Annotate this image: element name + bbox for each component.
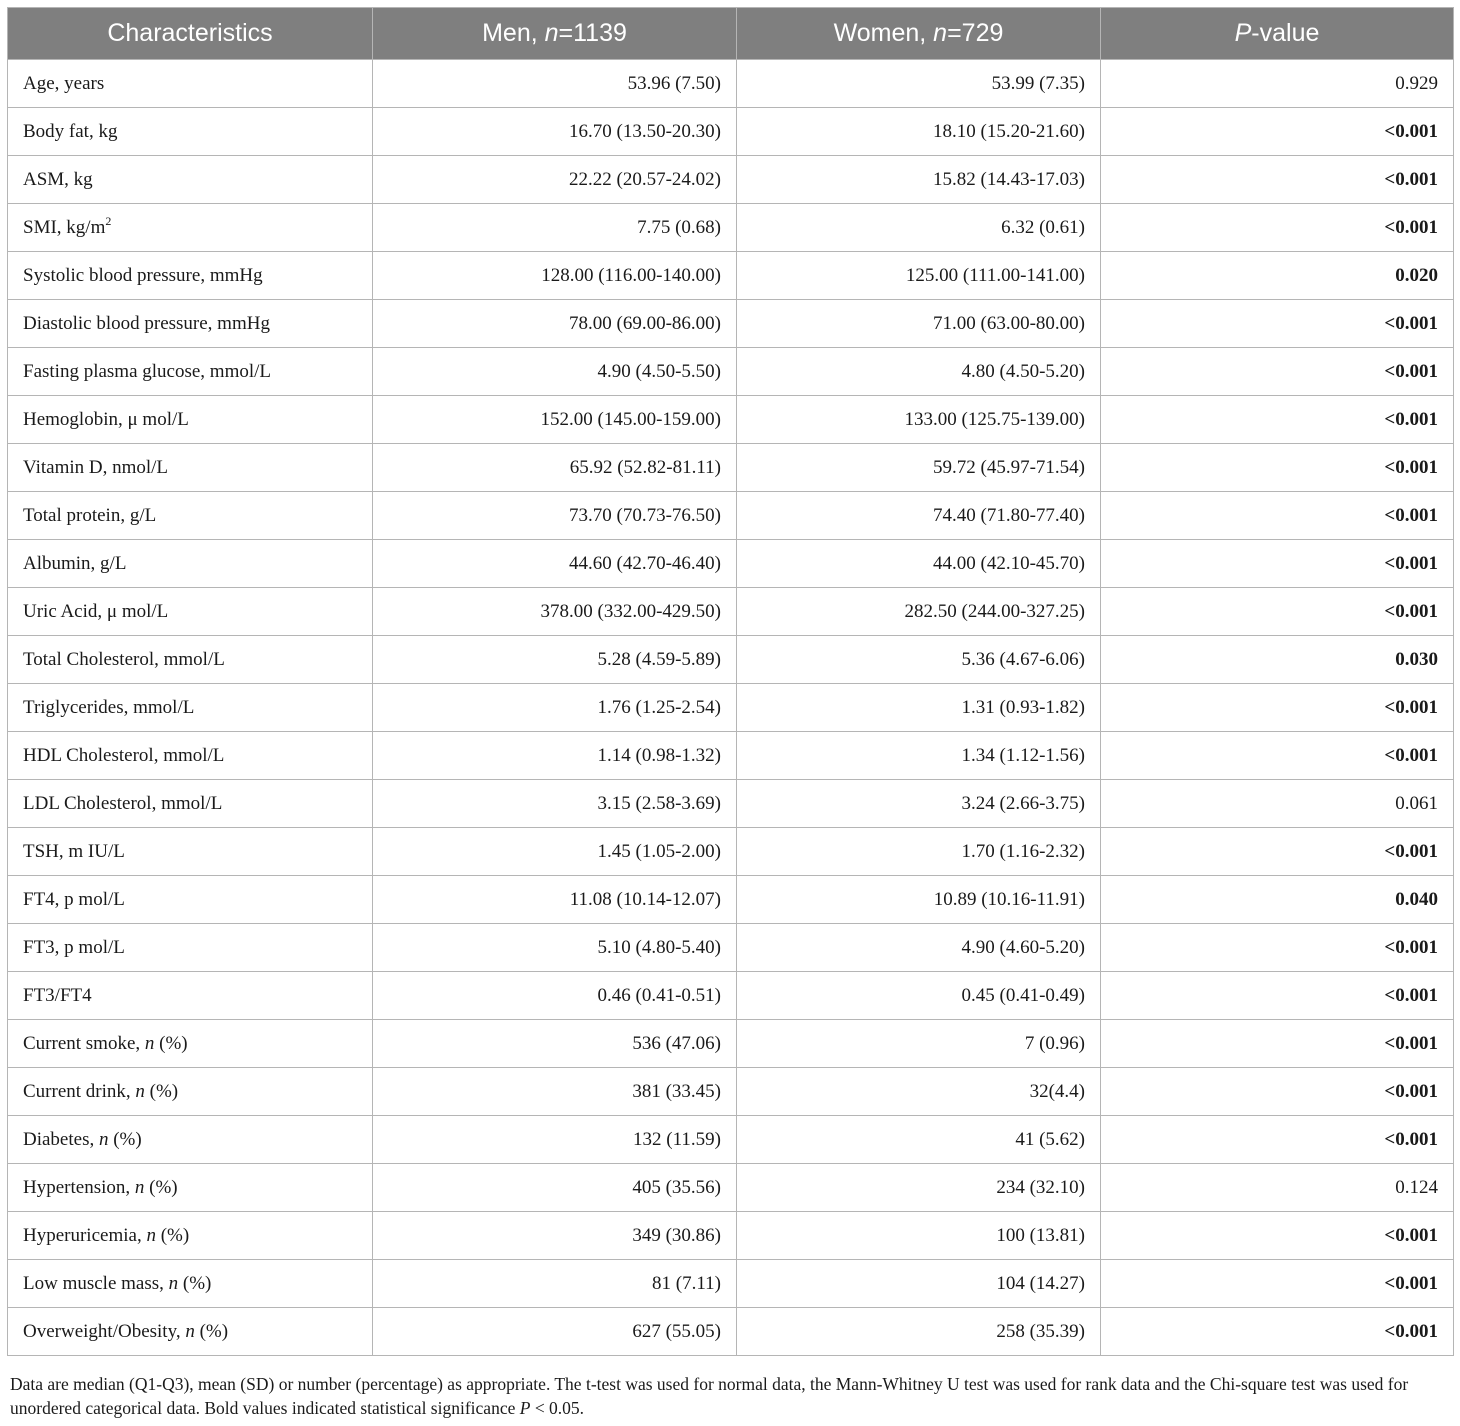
men-value: 5.28 (4.59-5.89) xyxy=(373,636,737,684)
women-value: 32(4.4) xyxy=(737,1068,1101,1116)
p-value: <0.001 xyxy=(1101,300,1454,348)
table-row xyxy=(8,876,1454,924)
table-row xyxy=(8,1164,1454,1212)
p-value: <0.001 xyxy=(1101,108,1454,156)
row-label-text: FT3, p mol/L xyxy=(23,936,125,958)
row-label xyxy=(8,780,373,828)
header-men-count: =1139 xyxy=(558,19,627,47)
header-characteristics xyxy=(8,8,373,60)
footnote-tail: < 0.05. xyxy=(530,1398,585,1418)
p-value: 0.061 xyxy=(1101,780,1454,828)
row-label xyxy=(8,252,373,300)
p-value: <0.001 xyxy=(1101,1020,1454,1068)
women-value: 53.99 (7.35) xyxy=(737,60,1101,108)
men-value: 78.00 (69.00-86.00) xyxy=(373,300,737,348)
footnote-text: Data are median (Q1-Q3), mean (SD) or number (percentage) as appropriate. The t-test was used for normal data, the Mann-Whitney U test was used for rank data and the Chi-square test was used for unordered categorical data. Bold values indicated statistical significance xyxy=(10,1374,1409,1418)
row-label xyxy=(8,588,373,636)
women-value: 104 (14.27) xyxy=(737,1260,1101,1308)
p-value: <0.001 xyxy=(1101,924,1454,972)
women-value: 1.70 (1.16-2.32) xyxy=(737,828,1101,876)
row-label xyxy=(8,540,373,588)
table-row xyxy=(8,396,1454,444)
table-row xyxy=(8,252,1454,300)
women-value: 18.10 (15.20-21.60) xyxy=(737,108,1101,156)
row-label-superscript: 2 xyxy=(105,213,112,228)
header-women-n: n xyxy=(933,19,948,47)
men-value: 1.76 (1.25-2.54) xyxy=(373,684,737,732)
table-row xyxy=(8,780,1454,828)
row-label-suffix: (%) xyxy=(194,1320,229,1342)
row-label xyxy=(8,1164,373,1212)
p-value: <0.001 xyxy=(1101,540,1454,588)
table-row xyxy=(8,828,1454,876)
p-value: <0.001 xyxy=(1101,972,1454,1020)
women-value: 44.00 (42.10-45.70) xyxy=(737,540,1101,588)
table-footnote xyxy=(10,1372,1455,1420)
row-label xyxy=(8,732,373,780)
row-label-text: Triglycerides, mmol/L xyxy=(23,696,195,718)
row-label-text: Albumin, g/L xyxy=(23,552,127,574)
header-women xyxy=(737,8,1101,60)
p-value: <0.001 xyxy=(1101,1116,1454,1164)
men-value: 1.14 (0.98-1.32) xyxy=(373,732,737,780)
women-value: 7 (0.96) xyxy=(737,1020,1101,1068)
men-value: 128.00 (116.00-140.00) xyxy=(373,252,737,300)
row-label-n: n xyxy=(134,1176,145,1198)
men-value: 81 (7.11) xyxy=(373,1260,737,1308)
characteristics-table xyxy=(7,7,1454,1356)
women-value: 4.80 (4.50-5.20) xyxy=(737,348,1101,396)
row-label-text: Vitamin D, nmol/L xyxy=(23,456,169,478)
p-value: <0.001 xyxy=(1101,204,1454,252)
table-row xyxy=(8,60,1454,108)
men-value: 405 (35.56) xyxy=(373,1164,737,1212)
row-label-text: Hyperuricemia, xyxy=(23,1224,147,1246)
row-label xyxy=(8,1116,373,1164)
row-label xyxy=(8,348,373,396)
women-value: 3.24 (2.66-3.75) xyxy=(737,780,1101,828)
row-label-text: FT4, p mol/L xyxy=(23,888,125,910)
header-men-n: n xyxy=(544,19,559,47)
table-row xyxy=(8,348,1454,396)
table-row xyxy=(8,300,1454,348)
row-label-text: Diastolic blood pressure, mmHg xyxy=(23,312,270,334)
table-row xyxy=(8,684,1454,732)
row-label xyxy=(8,1020,373,1068)
header-characteristics-label: Characteristics xyxy=(107,19,273,47)
row-label xyxy=(8,396,373,444)
header-pvalue-suffix: -value xyxy=(1251,19,1320,47)
row-label-text: FT3/FT4 xyxy=(23,984,92,1006)
row-label xyxy=(8,156,373,204)
row-label xyxy=(8,60,373,108)
header-men xyxy=(373,8,737,60)
men-value: 3.15 (2.58-3.69) xyxy=(373,780,737,828)
p-value: <0.001 xyxy=(1101,444,1454,492)
row-label xyxy=(8,1260,373,1308)
women-value: 6.32 (0.61) xyxy=(737,204,1101,252)
row-label-text: Overweight/Obesity, xyxy=(23,1320,186,1342)
table-row xyxy=(8,1020,1454,1068)
table-row xyxy=(8,108,1454,156)
men-value: 53.96 (7.50) xyxy=(373,60,737,108)
men-value: 349 (30.86) xyxy=(373,1212,737,1260)
row-label-text: Uric Acid, μ mol/L xyxy=(23,600,169,622)
table-row xyxy=(8,1116,1454,1164)
row-label-text: TSH, m IU/L xyxy=(23,840,125,862)
row-label-text: Fasting plasma glucose, mmol/L xyxy=(23,360,272,382)
row-label-suffix: (%) xyxy=(144,1176,178,1198)
men-value: 73.70 (70.73-76.50) xyxy=(373,492,737,540)
p-value: <0.001 xyxy=(1101,588,1454,636)
p-value: <0.001 xyxy=(1101,492,1454,540)
table-row xyxy=(8,1308,1454,1356)
header-women-label: Women, xyxy=(833,19,934,47)
row-label xyxy=(8,924,373,972)
women-value: 71.00 (63.00-80.00) xyxy=(737,300,1101,348)
men-value: 22.22 (20.57-24.02) xyxy=(373,156,737,204)
p-value: 0.020 xyxy=(1101,252,1454,300)
men-value: 5.10 (4.80-5.40) xyxy=(373,924,737,972)
row-label xyxy=(8,636,373,684)
header-pvalue xyxy=(1101,8,1454,60)
row-label-text: Age, years xyxy=(23,72,105,94)
women-value: 59.72 (45.97-71.54) xyxy=(737,444,1101,492)
p-value: <0.001 xyxy=(1101,1260,1454,1308)
men-value: 44.60 (42.70-46.40) xyxy=(373,540,737,588)
women-value: 258 (35.39) xyxy=(737,1308,1101,1356)
women-value: 10.89 (10.16-11.91) xyxy=(737,876,1101,924)
row-label-n: n xyxy=(98,1128,109,1150)
row-label xyxy=(8,876,373,924)
row-label-n: n xyxy=(144,1032,155,1054)
men-value: 16.70 (13.50-20.30) xyxy=(373,108,737,156)
p-value: <0.001 xyxy=(1101,828,1454,876)
header-pvalue-p: P xyxy=(1234,19,1252,47)
row-label-text: Total Cholesterol, mmol/L xyxy=(23,648,225,670)
men-value: 132 (11.59) xyxy=(373,1116,737,1164)
p-value: <0.001 xyxy=(1101,156,1454,204)
row-label-suffix: (%) xyxy=(108,1128,142,1150)
row-label-text: SMI, kg/m xyxy=(23,216,106,238)
p-value: <0.001 xyxy=(1101,348,1454,396)
women-value: 1.34 (1.12-1.56) xyxy=(737,732,1101,780)
men-value: 65.92 (52.82-81.11) xyxy=(373,444,737,492)
row-label-text: Diabetes, xyxy=(23,1128,99,1150)
men-value: 536 (47.06) xyxy=(373,1020,737,1068)
p-value: <0.001 xyxy=(1101,1308,1454,1356)
header-women-count: =729 xyxy=(947,19,1004,47)
row-label-n: n xyxy=(135,1080,145,1102)
p-value: 0.124 xyxy=(1101,1164,1454,1212)
men-value: 7.75 (0.68) xyxy=(373,204,737,252)
row-label xyxy=(8,204,373,252)
table-row xyxy=(8,732,1454,780)
p-value: 0.030 xyxy=(1101,636,1454,684)
row-label xyxy=(8,828,373,876)
table-row xyxy=(8,972,1454,1020)
row-label xyxy=(8,1212,373,1260)
row-label-n: n xyxy=(146,1224,156,1246)
women-value: 234 (32.10) xyxy=(737,1164,1101,1212)
women-value: 74.40 (71.80-77.40) xyxy=(737,492,1101,540)
men-value: 0.46 (0.41-0.51) xyxy=(373,972,737,1020)
women-value: 41 (5.62) xyxy=(737,1116,1101,1164)
row-label xyxy=(8,1308,373,1356)
table-row xyxy=(8,924,1454,972)
row-label xyxy=(8,492,373,540)
table-row xyxy=(8,156,1454,204)
p-value: 0.040 xyxy=(1101,876,1454,924)
row-label-text: HDL Cholesterol, mmol/L xyxy=(23,744,225,766)
row-label-suffix: (%) xyxy=(154,1032,188,1054)
men-value: 11.08 (10.14-12.07) xyxy=(373,876,737,924)
table-row xyxy=(8,204,1454,252)
row-label-text: Hemoglobin, μ mol/L xyxy=(23,408,189,430)
table-row xyxy=(8,1212,1454,1260)
row-label-text: Current smoke, xyxy=(23,1032,145,1054)
women-value: 4.90 (4.60-5.20) xyxy=(737,924,1101,972)
row-label-suffix: (%) xyxy=(155,1224,190,1246)
p-value: <0.001 xyxy=(1101,1068,1454,1116)
women-value: 1.31 (0.93-1.82) xyxy=(737,684,1101,732)
men-value: 627 (55.05) xyxy=(373,1308,737,1356)
row-label-text: Low muscle mass, xyxy=(23,1272,169,1294)
women-value: 282.50 (244.00-327.25) xyxy=(737,588,1101,636)
row-label xyxy=(8,300,373,348)
row-label-text: Hypertension, xyxy=(23,1176,135,1198)
row-label-text: ASM, kg xyxy=(23,168,93,190)
row-label-text: Body fat, kg xyxy=(23,120,118,142)
p-value: <0.001 xyxy=(1101,684,1454,732)
p-value: <0.001 xyxy=(1101,732,1454,780)
footnote-p: P xyxy=(519,1398,531,1418)
row-label-text: LDL Cholesterol, mmol/L xyxy=(23,792,223,814)
row-label-n: n xyxy=(185,1320,195,1342)
table-row xyxy=(8,1260,1454,1308)
p-value: <0.001 xyxy=(1101,396,1454,444)
women-value: 133.00 (125.75-139.00) xyxy=(737,396,1101,444)
row-label xyxy=(8,1068,373,1116)
row-label-text: Total protein, g/L xyxy=(23,504,157,526)
row-label-text: Current drink, xyxy=(23,1080,136,1102)
p-value: 0.929 xyxy=(1101,60,1454,108)
women-value: 125.00 (111.00-141.00) xyxy=(737,252,1101,300)
men-value: 381 (33.45) xyxy=(373,1068,737,1116)
men-value: 1.45 (1.05-2.00) xyxy=(373,828,737,876)
table-row xyxy=(8,1068,1454,1116)
header-men-label: Men, xyxy=(482,19,545,47)
women-value: 15.82 (14.43-17.03) xyxy=(737,156,1101,204)
women-value: 0.45 (0.41-0.49) xyxy=(737,972,1101,1020)
women-value: 100 (13.81) xyxy=(737,1212,1101,1260)
p-value: <0.001 xyxy=(1101,1212,1454,1260)
table-row xyxy=(8,588,1454,636)
row-label-n: n xyxy=(168,1272,179,1294)
row-label xyxy=(8,108,373,156)
table-row xyxy=(8,444,1454,492)
row-label xyxy=(8,684,373,732)
row-label-suffix: (%) xyxy=(144,1080,179,1102)
header-row xyxy=(8,8,1454,60)
row-label xyxy=(8,972,373,1020)
table-row xyxy=(8,492,1454,540)
row-label-suffix: (%) xyxy=(178,1272,212,1294)
women-value: 5.36 (4.67-6.06) xyxy=(737,636,1101,684)
table-row xyxy=(8,540,1454,588)
men-value: 152.00 (145.00-159.00) xyxy=(373,396,737,444)
row-label-text: Systolic blood pressure, mmHg xyxy=(23,264,263,286)
men-value: 378.00 (332.00-429.50) xyxy=(373,588,737,636)
men-value: 4.90 (4.50-5.50) xyxy=(373,348,737,396)
row-label xyxy=(8,444,373,492)
table-row xyxy=(8,636,1454,684)
